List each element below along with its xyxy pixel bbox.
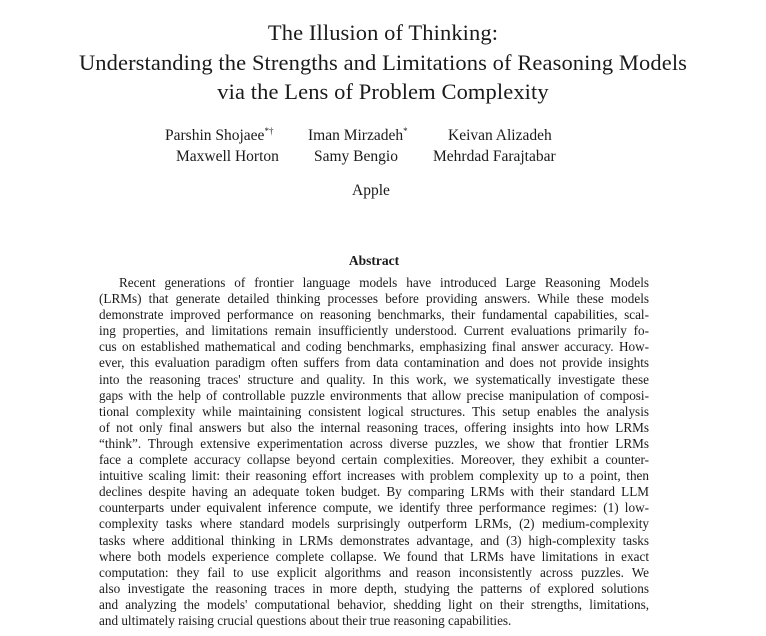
author-name: Keivan Alizadeh — [448, 127, 552, 144]
author-affiliation-mark: * — [403, 126, 408, 136]
abstract-line: also investigate the reasoning traces in more depth, studying the patterns of explored solutions — [99, 580, 649, 596]
abstract-line: counterparts under equivalent inference compute, we identify three performance regimes: (1) low- — [99, 500, 649, 516]
abstract-line: declines despite having an adequate token budget. By comparing LRMs with their standard LLM — [99, 484, 649, 500]
abstract-line: tasks where additional thinking in LRMs demonstrates advantage, and (3) high-complexity tasks — [99, 532, 649, 548]
abstract-line: tional complexity while maintaining consistent logical structures. This setup enables the analysis — [99, 403, 649, 419]
abstract-line: intuitive scaling limit: their reasoning effort increases with problem complexity up to a point, then — [99, 468, 649, 484]
author-name: Parshin Shojaee*† — [165, 126, 274, 144]
abstract-line: and analyzing the models' computational behavior, shedding light on their strengths, limitations, — [99, 596, 649, 612]
author-affiliation-mark: *† — [264, 126, 274, 136]
abstract-line: ever, this evaluation paradigm often suffers from data contamination and does not provide insights — [99, 355, 649, 371]
author-block — [140, 125, 600, 167]
abstract-line: (LRMs) that generate detailed thinking processes before providing answers. While these models — [99, 291, 649, 307]
abstract-line: cus on established mathematical and coding benchmarks, emphasizing final answer accuracy. How- — [99, 339, 649, 355]
abstract-line: and ultimately raising crucial questions about their true reasoning capabilities. — [99, 612, 512, 628]
abstract-line: ing properties, and limitations remain insufficiently understood. Current evaluations primarily fo- — [99, 323, 649, 339]
title-line-2: Understanding the Strengths and Limitations of Reasoning Models — [78, 49, 688, 75]
abstract-line: of not only final answers but also the internal reasoning traces, offering insights into how LRMs — [99, 419, 649, 435]
abstract-line: where both models experience complete collapse. We found that LRMs have limitations in exact — [99, 548, 649, 564]
paper-title — [40, 18, 726, 107]
abstract-heading: Abstract — [348, 253, 400, 268]
abstract-body — [99, 275, 649, 629]
abstract-line: Recent generations of frontier language models have introduced Large Reasoning Models — [119, 275, 649, 290]
author-row-2 — [140, 146, 600, 167]
author-name: Iman Mirzadeh* — [308, 126, 408, 144]
author-name: Samy Bengio — [314, 148, 398, 165]
author-row-1 — [140, 125, 600, 146]
abstract-line: demonstrate improved performance on reasoning benchmarks, their fundamental capabilities, scal- — [99, 307, 649, 323]
abstract-line: gaps with the help of controllable puzzle environments that allow precise manipulation of composi- — [99, 387, 649, 403]
author-name: Mehrdad Farajtabar — [433, 148, 556, 165]
abstract-line: into the reasoning traces' structure and quality. In this work, we systematically investigate these — [99, 371, 649, 387]
abstract-line: “think”. Through extensive experimentation across diverse puzzles, we show that frontier LRMs — [99, 435, 649, 451]
title-line-1: The Illusion of Thinking: — [267, 20, 499, 45]
author-name: Maxwell Horton — [176, 148, 279, 165]
affiliation: Apple — [352, 182, 390, 199]
abstract-line: complexity tasks where standard models surprisingly outperform LRMs, (2) medium-complexity — [99, 516, 649, 532]
abstract-line: computation: they fail to use explicit algorithms and reason inconsistently across puzzles. We — [99, 564, 649, 580]
abstract-line: face a complete accuracy collapse beyond certain complexities. Moreover, they exhibit a counter- — [99, 452, 649, 468]
title-line-3: via the Lens of Problem Complexity — [217, 79, 549, 104]
